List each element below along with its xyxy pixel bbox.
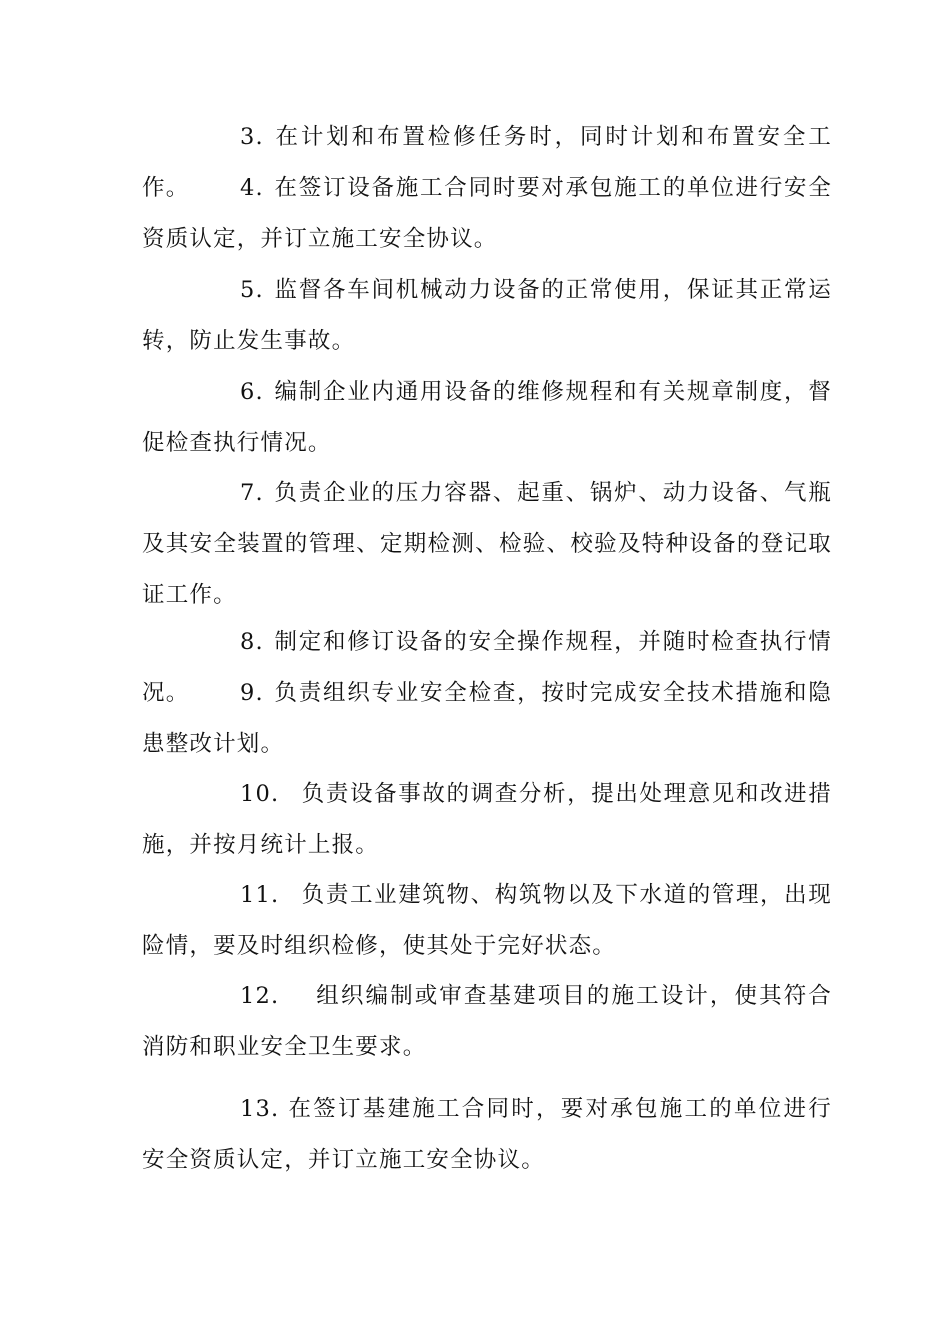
item-text: 编制企业内通用设备的维修规程和有关规章制度，督促检查执行情况。 — [142, 379, 832, 456]
item-number: 3. — [240, 124, 264, 150]
list-item — [142, 468, 832, 621]
list-item — [142, 769, 832, 871]
list-item — [142, 265, 832, 367]
item-text: 负责组织专业安全检查，按时完成安全技术措施和隐患整改计划。 — [142, 680, 832, 757]
item-number: 5. — [240, 277, 264, 303]
list-item — [142, 1084, 832, 1186]
list-item — [142, 163, 832, 265]
item-text: 负责设备事故的调查分析，提出处理意见和改进措施，并按月统计上报。 — [142, 781, 832, 858]
item-text: 在签订基建施工合同时，要对承包施工的单位进行安全资质认定，并订立施工安全协议。 — [142, 1096, 832, 1173]
item-number: 6. — [240, 379, 264, 405]
item-number: 8. — [240, 629, 264, 655]
item-text: 负责企业的压力容器、起重、锅炉、动力设备、气瓶及其安全装置的管理、定期检测、检验、校验及特种设备的登记取证工作。 — [142, 480, 832, 608]
item-number: 7. — [240, 480, 264, 506]
list-item — [142, 971, 832, 1073]
item-text: 在计划和布置检修任务时，同时计划和布置安全工作。 — [142, 124, 832, 201]
item-text: 制定和修订设备的安全操作规程，并随时检查执行情况。 — [142, 629, 832, 706]
list-item — [142, 367, 832, 469]
item-text: 在签订设备施工合同时要对承包施工的单位进行安全资质认定，并订立施工安全协议。 — [142, 175, 832, 252]
item-text: 组织编制或审查基建项目的施工设计，使其符合消防和职业安全卫生要求。 — [142, 983, 832, 1060]
list-item — [142, 668, 832, 770]
item-number: 13. — [240, 1096, 280, 1122]
item-text: 负责工业建筑物、构筑物以及下水道的管理，出现险情，要及时组织检修，使其处于完好状态。 — [142, 882, 832, 959]
item-number: 12. — [240, 983, 280, 1009]
item-number: 4. — [240, 175, 264, 201]
item-text: 监督各车间机械动力设备的正常使用，保证其正常运转，防止发生事故。 — [142, 277, 832, 354]
item-number: 10. — [240, 781, 280, 807]
item-number: 11. — [240, 882, 280, 908]
item-number: 9. — [240, 680, 264, 706]
list-item — [142, 870, 832, 972]
